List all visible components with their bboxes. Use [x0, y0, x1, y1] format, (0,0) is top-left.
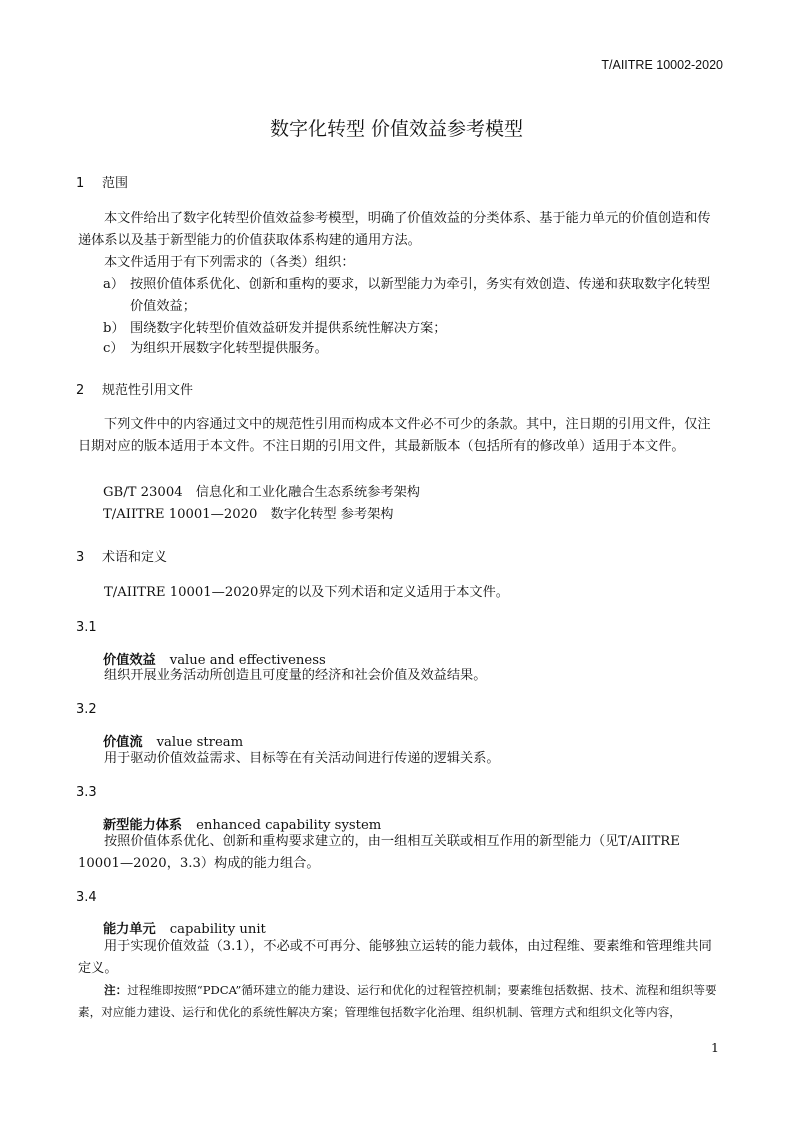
term-definition: 用于实现价值效益（3.1），不必或不可再分、能够独立运转的能力载体，由过程维、要素维和管理维共同定义。	[78, 939, 712, 976]
term-number: 3.3	[76, 785, 97, 800]
list-item-a	[103, 274, 721, 318]
term-name-en: enhanced capability system	[196, 818, 382, 833]
term-name-zh: 价值效益	[103, 653, 156, 668]
note-text: 过程维即按照“PDCA”循环建立的能力建设、运行和优化的过程管控机制；要素维包括数据、技术、流程和组织等要素，对应能力建设、运行和优化的系统性解决方案；管理维包括数字化治理、组织机制、管理方式和组织文化等内容，	[78, 983, 717, 1019]
section-1-paragraph-2: 本文件适用于有下列需求的（各类）组织：	[104, 255, 355, 270]
term-number: 3.2	[76, 702, 97, 717]
section-1-paragraph-1: 本文件给出了数字化转型价值效益参考模型，明确了价值效益的分类体系、基于能力单元的价值创造和传递体系以及基于新型能力的价值获取体系构建的通用方法。	[78, 211, 711, 248]
page-number: 1	[711, 1040, 719, 1055]
section-2-paragraph-1: 下列文件中的内容通过文中的规范性引用而构成本文件必不可少的条款。其中，注日期的引用文件，仅注日期对应的版本适用于本文件。不注日期的引用文件，其最新版本（包括所有的修改单）适用于本文件。	[78, 417, 711, 454]
reference-item: T/AIITRE 10001—2020 数字化转型 参考架构	[103, 507, 394, 522]
term-name-zh: 新型能力体系	[103, 818, 183, 833]
list-item-b	[103, 318, 721, 340]
list-marker: a）	[103, 277, 125, 292]
term-number: 3.4	[76, 890, 97, 905]
term-entry	[103, 918, 266, 937]
section-number: 2	[76, 383, 85, 398]
reference-item: GB/T 23004 信息化和工业化融合生态系统参考架构	[103, 485, 420, 500]
list-item-c	[103, 338, 721, 360]
term-definition: 用于驱动价值效益需求、目标等在有关活动间进行传递的逻辑关系。	[104, 751, 500, 766]
section-1-heading	[76, 172, 128, 191]
list-text: 围绕数字化转型价值效益研发并提供系统性解决方案；	[130, 321, 447, 336]
document-title: 数字化转型 价值效益参考模型	[269, 118, 524, 140]
section-title: 规范性引用文件	[102, 383, 194, 398]
section-title: 范围	[102, 176, 129, 191]
section-number: 1	[76, 176, 85, 191]
list-text: 按照价值体系优化、创新和重构的要求，以新型能力为牵引，务实有效创造、传递和获取数字化转型价值效益；	[130, 277, 711, 314]
document-id-header: T/AIITRE 10002-2020	[601, 58, 723, 72]
note-label: 注：	[104, 983, 128, 997]
section-3-paragraph-1: T/AIITRE 10001—2020界定的以及下列术语和定义适用于本文件。	[104, 585, 509, 600]
term-name-en: value stream	[156, 735, 244, 750]
term-name-en: capability unit	[169, 922, 266, 937]
list-marker: b）	[103, 321, 125, 336]
term-name-zh: 价值流	[103, 735, 143, 750]
term-definition: 按照价值体系优化、创新和重构要求建立的，由一组相互关联或相互作用的新型能力（见T/AIITRE 10001—2020，3.3）构成的能力组合。	[78, 834, 680, 871]
section-title: 术语和定义	[102, 550, 168, 565]
term-name-en: value and effectiveness	[169, 653, 326, 668]
term-definition: 组织开展业务活动所创造且可度量的经济和社会价值及效益结果。	[104, 668, 487, 683]
term-name-zh: 能力单元	[103, 922, 156, 937]
term-note	[78, 979, 721, 1023]
section-3-heading	[76, 546, 167, 565]
list-marker: c）	[103, 341, 124, 356]
section-number: 3	[76, 550, 85, 565]
term-number: 3.1	[76, 620, 97, 635]
list-text: 为组织开展数字化转型提供服务。	[130, 341, 328, 356]
section-2-heading	[76, 379, 193, 398]
